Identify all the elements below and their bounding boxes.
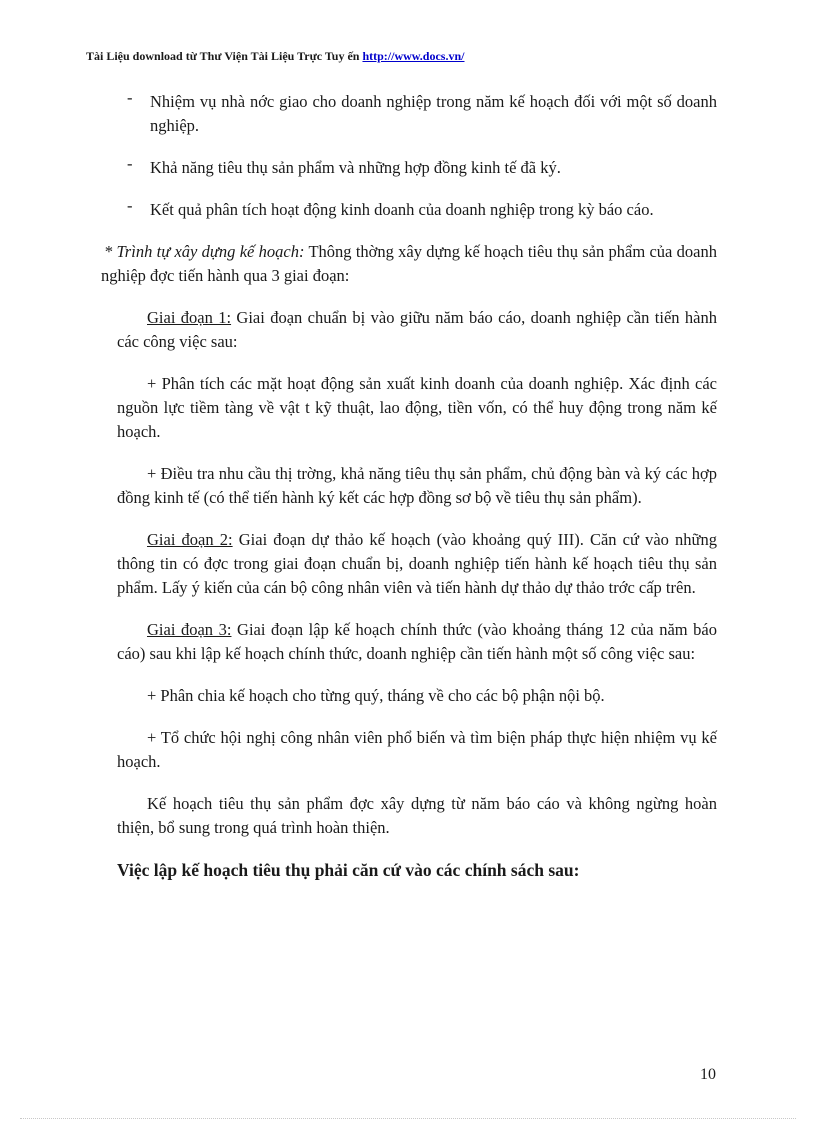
stage-1-paragraph [117, 306, 717, 354]
section-heading: Việc lập kế hoạch tiêu thụ phải căn cứ vào các chính sách sau: [117, 860, 580, 880]
stage-3-item: + Tổ chức hội nghị công nhân viên phổ biến và tìm biện pháp thực hiện nhiệm vụ kế hoạch. [117, 728, 717, 771]
header-text: Tài Liệu download từ Thư Viện Tài Liệu Trực Tuy ến [86, 49, 363, 63]
stage-1-item: + Phân tích các mặt hoạt động sản xuất kinh doanh của doanh nghiệp. Xác định các nguồn lực tiềm tàng về vật t kỹ thuật, lao động, tiền vốn, có thể huy động trong năm kế hoạch. [117, 374, 717, 441]
sequence-label: * Trình tự xây dựng kế hoạch: [104, 242, 305, 261]
page-header [86, 49, 465, 64]
stage-3-text: Giai đoạn lập kế hoạch chính thức (vào khoảng tháng 12 của năm báo cáo) sau khi lập kế hoạch chính thức, doanh nghiệp cần tiến hành một số công việc sau: [117, 620, 717, 663]
sequence-text: Thông thờng xây dựng kế hoạch tiêu thụ sản phẩm của doanh nghiệp đợc tiến hành qua 3 giai đoạn: [101, 242, 717, 285]
stage-2-paragraph [117, 528, 717, 600]
header-link[interactable]: http://www.docs.vn/ [362, 49, 465, 63]
stage-2-label: Giai đoạn 2: [147, 530, 233, 549]
list-item [117, 198, 717, 222]
page-bottom-divider [20, 1118, 796, 1119]
list-item [117, 156, 717, 180]
stage-1-label: Giai đoạn 1: [147, 308, 232, 327]
sequence-paragraph [101, 240, 717, 288]
stage-1-item: + Điều tra nhu cầu thị trờng, khả năng tiêu thụ sản phẩm, chủ động bàn và ký các hợp đồng kinh tế (có thể tiến hành ký kết các hợp đồng sơ bộ về tiêu thụ sản phẩm). [117, 464, 717, 507]
stage-3-label: Giai đoạn 3: [147, 620, 232, 639]
bullet-dash: - [127, 196, 133, 215]
conclusion-paragraph: Kế hoạch tiêu thụ sản phẩm đợc xây dựng từ năm báo cáo và không ngừng hoàn thiện, bổ sung trong quá trình hoàn thiện. [117, 794, 717, 837]
bullet-dash: - [127, 154, 133, 173]
list-item [117, 90, 717, 138]
bullet-dash: - [127, 88, 133, 107]
page-number: 10 [700, 1066, 716, 1083]
list-item-text: Nhiệm vụ nhà nớc giao cho doanh nghiệp trong năm kế hoạch đối với một số doanh nghiệp. [150, 92, 717, 135]
stage-1-text: Giai đoạn chuẩn bị vào giữu năm báo cáo, doanh nghiệp cần tiến hành các công việc sau: [117, 308, 717, 351]
stage-3-item: + Phân chia kế hoạch cho từng quý, tháng về cho các bộ phận nội bộ. [147, 686, 605, 705]
list-item-text: Khả năng tiêu thụ sản phẩm và những hợp đồng kinh tế đã ký. [150, 158, 561, 177]
stage-3-paragraph [117, 618, 717, 666]
stage-2-text: Giai đoạn dự thảo kế hoạch (vào khoảng quý III). Căn cứ vào những thông tin có đợc trong giai đoạn chuẩn bị, doanh nghiệp tiến hành kế hoạch tiêu thụ sản phẩm. Lấy ý kiến của cán bộ công nhân viên và tiến hành dự thảo dự thảo trớc cấp trên. [117, 530, 717, 597]
document-body [101, 88, 717, 900]
list-item-text: Kết quả phân tích hoạt động kinh doanh của doanh nghiệp trong kỳ báo cáo. [150, 200, 654, 219]
